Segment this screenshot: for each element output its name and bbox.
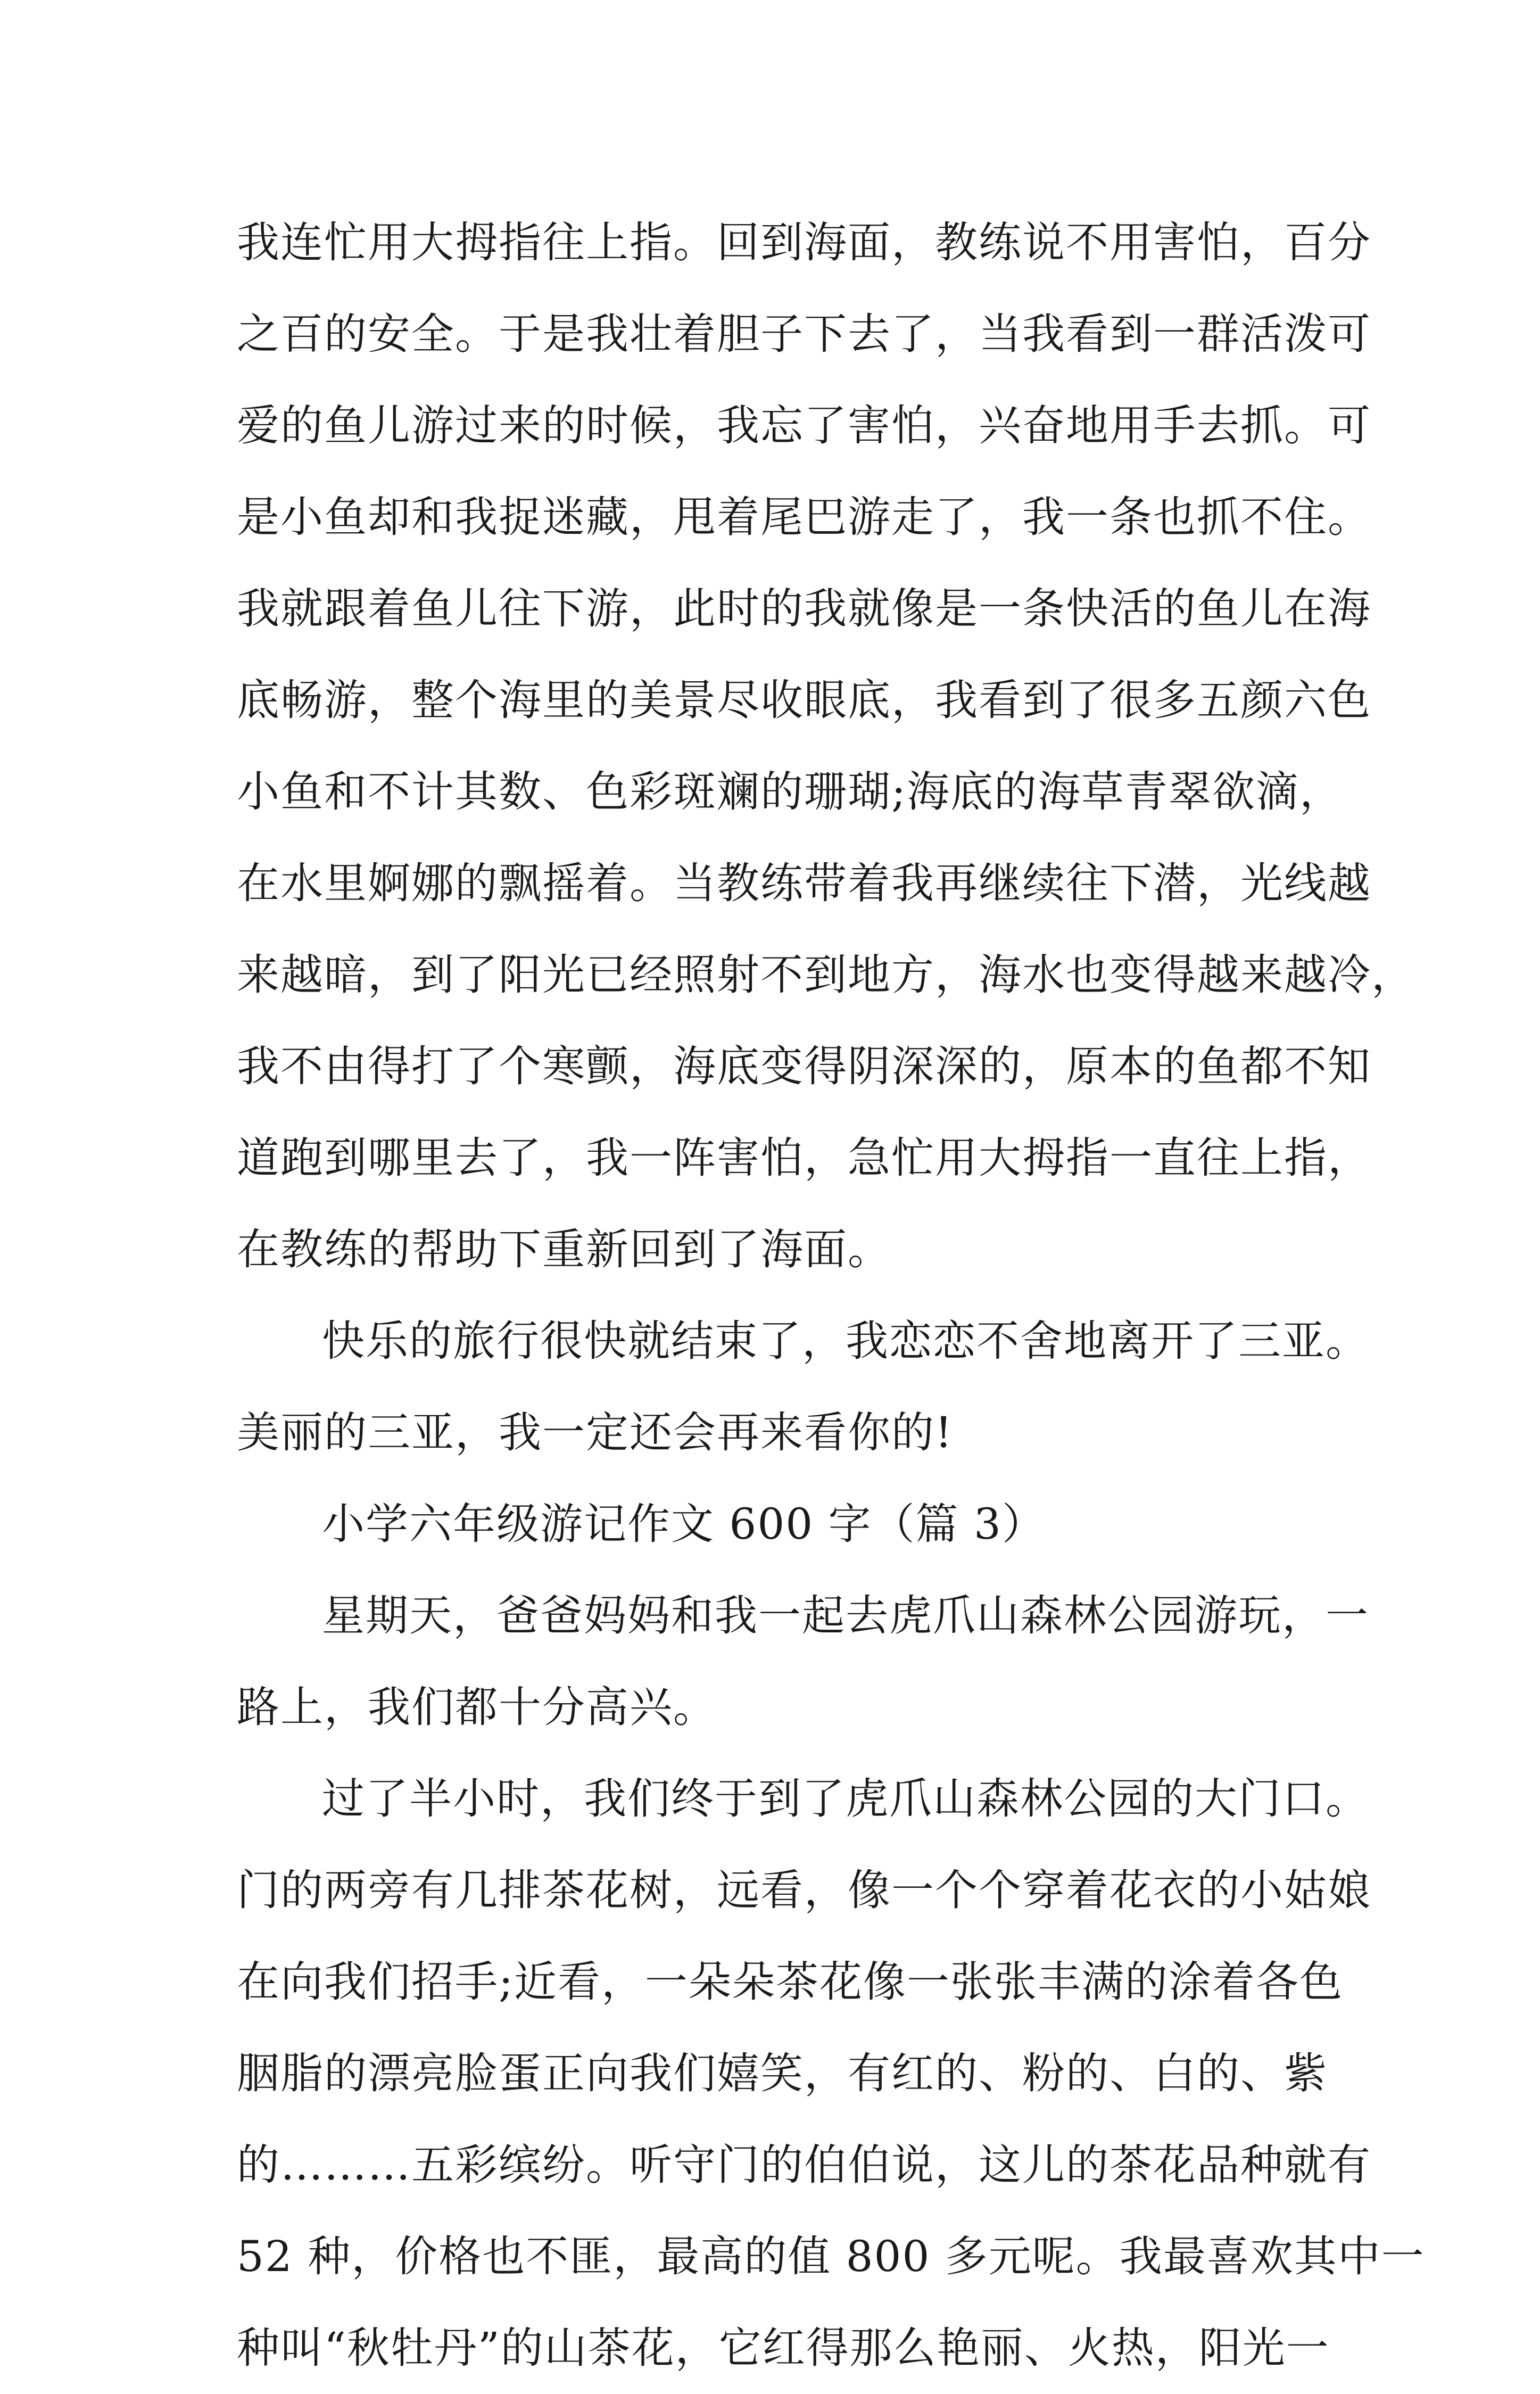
text-line: 之百的安全。于是我壮着胆子下去了，当我看到一群活泼可 bbox=[237, 309, 1371, 359]
text-line: 门的两旁有几排茶花树，远看，像一个个穿着花衣的小姑娘 bbox=[237, 1865, 1371, 1915]
text-line: 胭脂的漂亮脸蛋正向我们嬉笑，有红的、粉的、白的、紫 bbox=[237, 2049, 1328, 2098]
text-line: 在教练的帮助下重新回到了海面。 bbox=[237, 1225, 891, 1274]
text-line: 爱的鱼儿游过来的时候，我忘了害怕，兴奋地用手去抓。可 bbox=[237, 401, 1371, 450]
text-line: 是小鱼却和我捉迷藏，甩着尾巴游走了，我一条也抓不住。 bbox=[237, 492, 1371, 542]
paragraph-start-line: 过了半小时，我们终于到了虎爪山森林公园的大门口。 bbox=[322, 1774, 1369, 1823]
essay-body bbox=[237, 197, 1425, 2394]
text-line: 的………五彩缤纷。听守门的伯伯说，这儿的茶花品种就有 bbox=[237, 2140, 1371, 2190]
text-line: 底畅游，整个海里的美景尽收眼底，我看到了很多五颜六色 bbox=[237, 675, 1371, 725]
text-line: 52 种，价格也不匪，最高的值 800 多元呢。我最喜欢其中一 bbox=[237, 2232, 1425, 2281]
text-line: 来越暗，到了阳光已经照射不到地方，海水也变得越来越冷， bbox=[237, 950, 1415, 1000]
text-line: 在向我们招手;近看，一朵朵茶花像一张张丰满的涂着各色 bbox=[237, 1957, 1343, 2007]
section-heading: 小学六年级游记作文 600 字（篇 3） bbox=[322, 1499, 1046, 1549]
paragraph-start-line: 快乐的旅行很快就结束了，我恋恋不舍地离开了三亚。 bbox=[322, 1316, 1369, 1366]
text-line: 路上，我们都十分高兴。 bbox=[237, 1682, 717, 1732]
text-line: 我不由得打了个寒颤，海底变得阴深深的，原本的鱼都不知 bbox=[237, 1042, 1371, 1091]
text-line: 我就跟着鱼儿往下游，此时的我就像是一条快活的鱼儿在海 bbox=[237, 584, 1371, 633]
text-line: 种叫“秋牡丹”的山茶花，它红得那么艳丽、火热，阳光一 bbox=[237, 2323, 1330, 2373]
text-line: 道跑到哪里去了，我一阵害怕，急忙用大拇指一直往上指， bbox=[237, 1133, 1371, 1183]
text-line: 小鱼和不计其数、色彩斑斓的珊瑚;海底的海草青翠欲滴， bbox=[237, 767, 1343, 816]
paragraph-start-line: 星期天，爸爸妈妈和我一起去虎爪山森林公园游玩，一 bbox=[322, 1591, 1369, 1640]
text-line: 我连忙用大拇指往上指。回到海面，教练说不用害怕，百分 bbox=[237, 218, 1371, 267]
text-line: 在水里婀娜的飘摇着。当教练带着我再继续往下潜，光线越 bbox=[237, 858, 1371, 908]
text-line: 美丽的三亚，我一定还会再来看你的! bbox=[237, 1408, 954, 1457]
